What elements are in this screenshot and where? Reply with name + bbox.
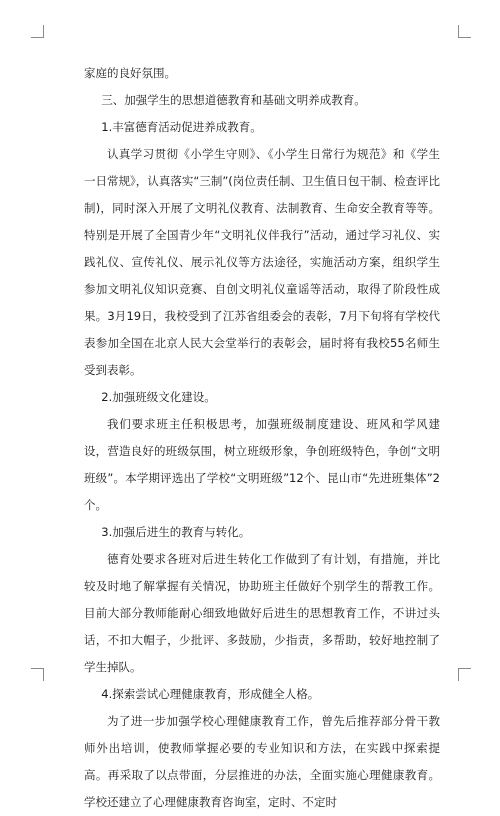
subheading-3: 3.加强后进生的教育与转化。 bbox=[101, 525, 251, 539]
subheading-1: 1.丰富德育活动促进养成教育。 bbox=[101, 120, 262, 134]
document-body bbox=[84, 60, 440, 816]
corner-mark-bottom-left bbox=[31, 668, 44, 681]
subheading-4: 4.探索尝试心理健康教育，形成健全人格。 bbox=[101, 687, 320, 701]
paragraph-1: 认真学习贯彻《小学生守则》、《小学生日常行为规范》和《学生一日常规》，认真落实“三制”(岗位责任制、卫生值日包干制、检查评比制)，同时深入开展了文明礼仪教育、法制教育、生命安全教育等等。特别是开展了全国青少年“文明礼仪伴我行”活动，通过学习礼仪、实践礼仪、宣传礼仪、展示礼仪等方法途径，实施活动方案，组织学生参加文明礼仪知识竞赛、自创文明礼仪童谣等活动，取得了阶段性成果。3月19日，我校受到了江苏省组委会的表彰，7月下旬将有学校代表参加全国在北京人民大会堂举行的表彰会，届时将有我校55名师生受到表彰。 bbox=[84, 147, 440, 377]
paragraph-2: 我们要求班主任积极思考，加强班级制度建设、班风和学风建设，营造良好的班级氛围，树立班级形象，争创班级特色，争创“文明班级”。本学期评选出了学校“文明班级”12个、昆山市“先进班集体”2个。 bbox=[84, 417, 440, 512]
paragraph-4: 为了进一步加强学校心理健康教育工作，曾先后推荐部分骨干教师外出培训，使教师掌握必要的专业知识和方法，在实践中探索提高。再采取了以点带面，分层推进的办法，全面实施心理健康教育。学校还建立了心理健康教育咨询室，定时、不定时 bbox=[84, 714, 440, 809]
section-heading: 三、加强学生的思想道德教育和基础文明养成教育。 bbox=[101, 93, 366, 107]
corner-mark-bottom-right bbox=[458, 668, 471, 681]
subheading-2: 2.加强班级文化建设。 bbox=[101, 390, 216, 404]
corner-mark-top-left bbox=[31, 25, 44, 38]
paragraph-3: 德育处要求各班对后进生转化工作做到了有计划，有措施，并比较及时地了解掌握有关情况，协助班主任做好个别学生的帮教工作。目前大部分教师能耐心细致地做好后进生的思想教育工作，不讲过头话，不扣大帽子，少批评、多鼓励，少指责，多帮助，较好地控制了学生掉队。 bbox=[84, 552, 440, 674]
paragraph-continuation: 家庭的良好氛围。 bbox=[84, 66, 176, 80]
corner-mark-top-right bbox=[458, 25, 471, 38]
